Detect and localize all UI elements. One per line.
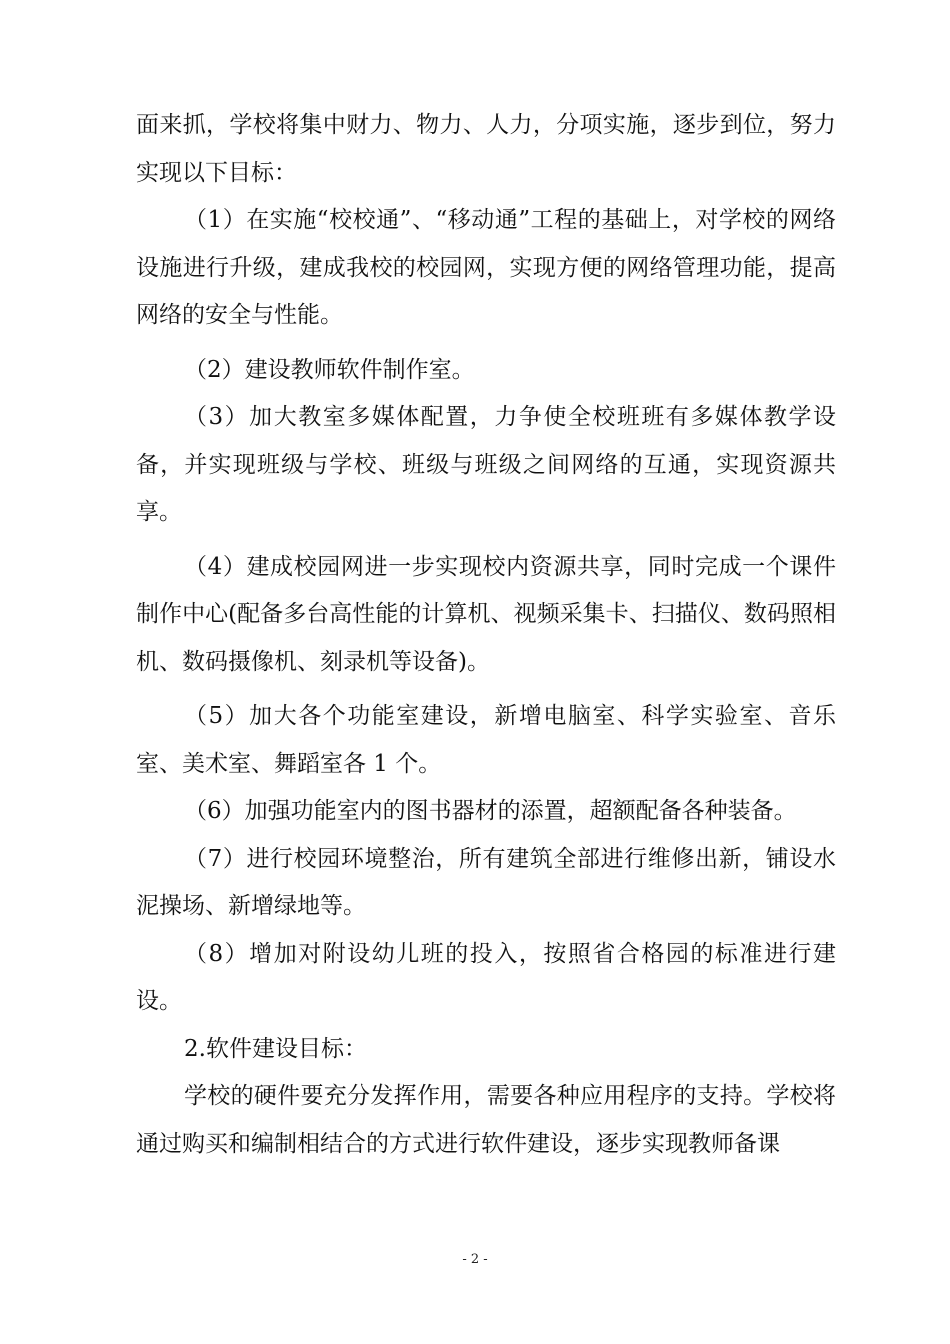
paragraph-item-4: （4）建成校园网进一步实现校内资源共享，同时完成一个课件制作中心(配备多台高性能的计算机、视频采集卡、扫描仪、数码照相机、数码摄像机、刻录机等设备)。 <box>136 553 836 675</box>
paragraph-item-7: （7）进行校园环境整治，所有建筑全部进行维修出新，铺设水泥操场、新增绿地等。 <box>136 845 836 919</box>
page-number: - 2 - <box>462 1252 488 1267</box>
paragraph-item-5: （5）加大各个功能室建设，新增电脑室、科学实验室、音乐室、美术室、舞蹈室各 1 个。 <box>136 703 836 777</box>
paragraph-item-8: （8）增加对附设幼儿班的投入，按照省合格园的标准进行建设。 <box>136 940 836 1014</box>
document-body <box>136 102 836 1168</box>
paragraph-software-goals: 学校的硬件要充分发挥作用，需要各种应用程序的支持。学校将通过购买和编制相结合的方式进行软件建设，逐步实现教师备课 <box>136 1083 836 1157</box>
section-heading-software: 2.软件建设目标： <box>184 1035 367 1062</box>
paragraph-item-1: （1）在实施“校校通”、“移动通”工程的基础上，对学校的网络设施进行升级，建成我校的校园网，实现方便的网络管理功能，提高网络的安全与性能。 <box>136 207 836 328</box>
paragraph-item-3: （3）加大教室多媒体配置，力争使全校班班有多媒体教学设备，并实现班级与学校、班级与班级之间网络的互通，实现资源共享。 <box>136 404 836 525</box>
paragraph-item-6: （6）加强功能室内的图书器材的添置，超额配备各种装备。 <box>184 798 797 824</box>
paragraph-continuation: 面来抓，学校将集中财力、物力、人力，分项实施，逐步到位，努力实现以下目标： <box>136 112 836 186</box>
paragraph-item-2: （2）建设教师软件制作室。 <box>184 356 475 383</box>
